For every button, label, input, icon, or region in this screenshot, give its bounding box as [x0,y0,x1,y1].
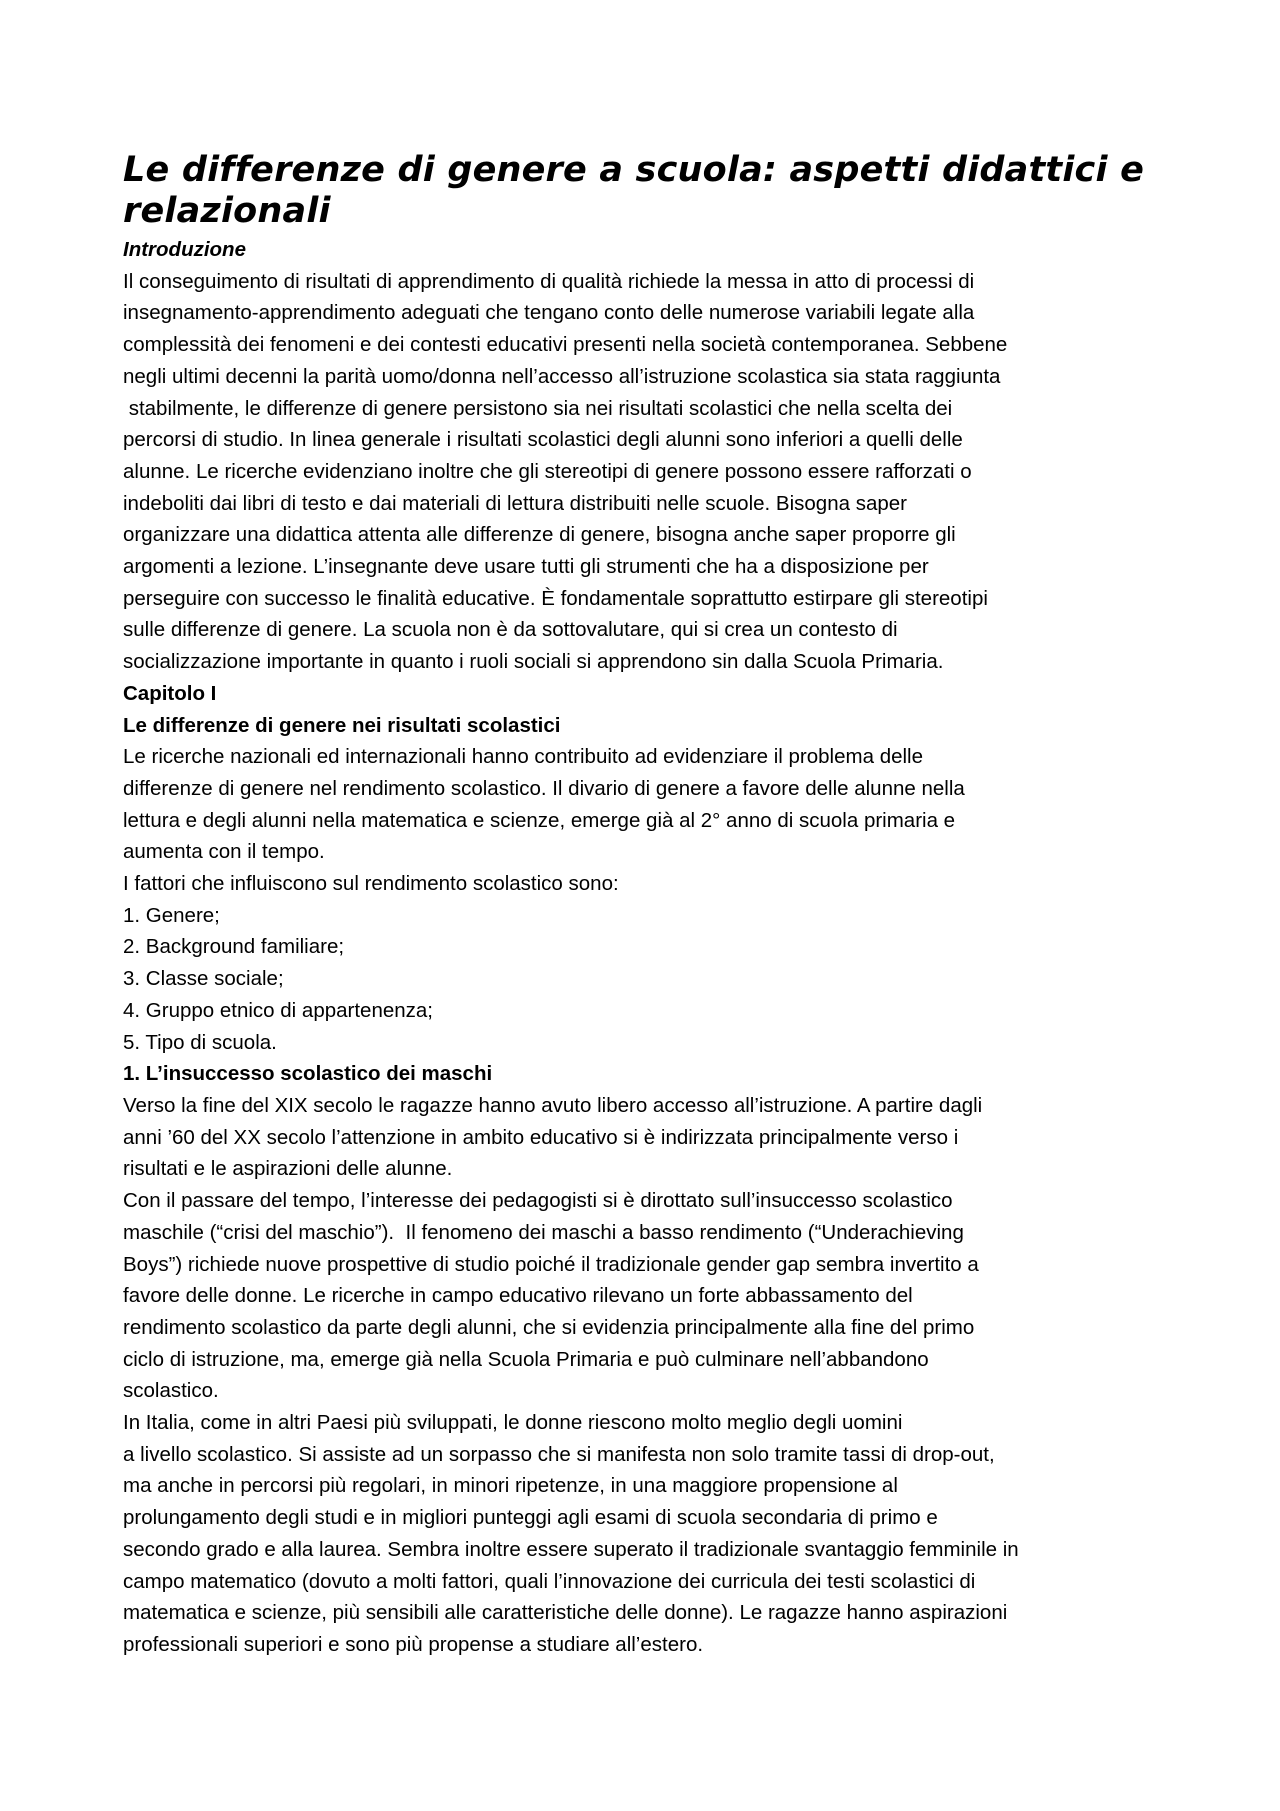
section1-heading: 1. L’insuccesso scolastico dei maschi [123,1062,493,1086]
section1-paragraph-3: In Italia, come in altri Paesi più sviluppati, le donne riescono molto meglio degli uomini a livello scolastico. Si assiste ad un sorpasso che si manifesta non solo tramite tassi di drop-out, ma anche in percorsi più regolari, in minori ripetenze, in una maggiore propensione al prolungamento degli studi e in migliori punteggi agli esami di scuola secondaria di primo e secondo grado e alla laurea. Sembra inoltre essere superato il tradizionale svantaggio femminile in campo matematico (dovuto a molti fattori, quali l’innovazione dei curricula dei testi scolastici di matematica e scienze, più sensibili alle caratteristiche delle donne). Le ragazze hanno aspirazioni professionali superiori e sono più propense a studiare all’estero. [123,1411,1019,1656]
section1-paragraph-1: Verso la fine del XIX secolo le ragazze hanno avuto libero accesso all’istruzione. A partire dagli anni ’60 del XX secolo l’attenzione in ambito educativo si è indirizzata principalmente verso i risultati e le aspirazioni delle alunne. [123,1093,983,1181]
list-item: 3. Classe sociale; [123,967,284,991]
factors-list [123,900,1173,1059]
chapter-title: Le differenze di genere nei risultati scolastici [123,713,561,737]
chapter-paragraph: Le ricerche nazionali ed internazionali hanno contribuito ad evidenziare il problema delle differenze di genere nel rendimento scolastico. Il divario di genere a favore delle alunne nella lettura e degli alunni nella matematica e scienze, emerge già al 2° anno di scuola primaria e aumenta con il tempo. [123,745,965,864]
list-item: 4. Gruppo etnico di appartenenza; [123,998,433,1022]
intro-heading: Introduzione [123,238,246,261]
intro-paragraph: Il conseguimento di risultati di apprendimento di qualità richiede la messa in atto di processi di insegnamento-apprendimento adeguati che tengano conto delle numerose variabili legate alla complessità dei fenomeni e dei contesti educativi presenti nella società contemporanea. Sebbene negli ultimi decenni la parità uomo/donna nell’accesso all’istruzione scolastica sia stata raggiunta stabilmente, le differenze di genere persistono sia nei risultati scolastici che nella scelta dei percorsi di studio. In linea generale i risultati scolastici degli alunni sono inferiori a quelli delle alunne. Le ricerche evidenziano inoltre che gli stereotipi di genere possono essere rafforzati o indeboliti dai libri di testo e dai materiali di lettura distribuiti nelle scuole. Bisogna saper organizzare una didattica attenta alle differenze di genere, bisogna anche saper proporre gli argomenti a lezione. L’insegnante deve usare tutti gli strumenti che ha a disposizione per perseguire con successo le finalità educative. È fondamentale soprattutto estirpare gli stereotipi sulle differenze di genere. La scuola non è da sottovalutare, qui si crea un contesto di socializzazione importante in quanto i ruoli sociali si apprendono sin dalla Scuola Primaria. [123,269,1008,674]
list-item: 1. Genere; [123,903,220,927]
factors-intro: I fattori che influiscono sul rendimento scolastico sono: [123,872,619,896]
list-item: 2. Background familiare; [123,935,345,959]
section1-paragraph-2: Con il passare del tempo, l’interesse dei pedagogisti si è dirottato sull’insuccesso scolastico maschile (“crisi del maschio”). Il fenomeno dei maschi a basso rendimento (“Underachieving Boys”) richiede nuove prospettive di studio poiché il tradizionale gender gap sembra invertito a favore delle donne. Le ricerche in campo educativo rilevano un forte abbassamento del rendimento scolastico da parte degli alunni, che si evidenzia principalmente alla fine del primo ciclo di istruzione, ma, emerge già nella Scuola Primaria e può culminare nell’abbandono scolastico. [123,1189,979,1403]
document-page [123,150,1173,1661]
list-item: 5. Tipo di scuola. [123,1030,277,1054]
document-title: Le differenze di genere a scuola: aspetti didattici e relazionali [123,150,1145,231]
chapter-label: Capitolo I [123,681,217,705]
